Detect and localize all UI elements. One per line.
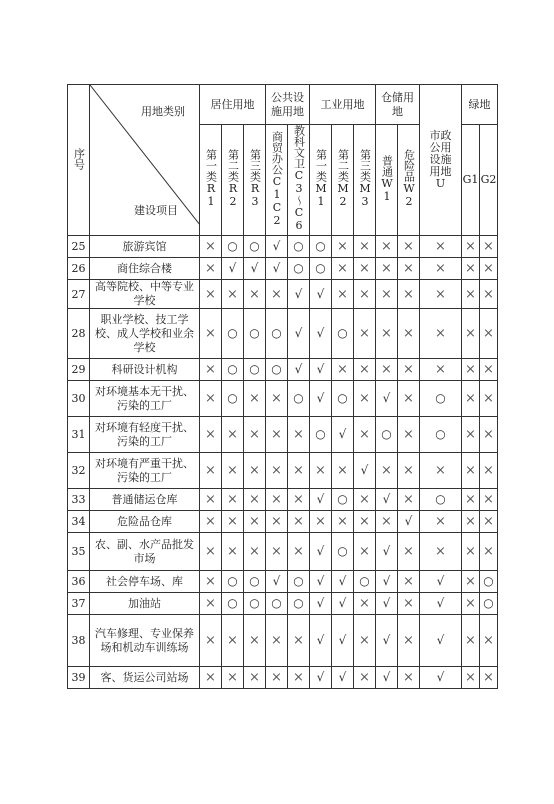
cross-mark: ×	[222, 615, 244, 667]
table-row	[68, 489, 498, 511]
circle-mark: ○	[222, 359, 244, 381]
row-number: 33	[68, 489, 90, 511]
cross-mark: ×	[200, 667, 222, 689]
table-row	[68, 309, 498, 359]
cross-mark: ×	[398, 533, 420, 571]
cross-mark: ×	[376, 511, 398, 533]
col-m2: 第二类M2	[332, 125, 354, 236]
cross-mark: ×	[420, 359, 462, 381]
group-header-industrial: 工业用地	[310, 85, 376, 125]
cross-mark: ×	[462, 280, 480, 309]
circle-mark: ○	[244, 593, 266, 615]
circle-mark: ○	[420, 489, 462, 511]
cross-mark: ×	[266, 453, 288, 489]
cross-mark: ×	[480, 280, 498, 309]
land-use-table	[67, 84, 498, 689]
cross-mark: ×	[200, 381, 222, 417]
check-mark: √	[332, 615, 354, 667]
project-name: 高等院校、中等专业学校	[90, 280, 200, 309]
cross-mark: ×	[200, 236, 222, 258]
circle-mark: ○	[288, 571, 310, 593]
check-mark: √	[420, 571, 462, 593]
check-mark: √	[288, 280, 310, 309]
cross-mark: ×	[376, 258, 398, 280]
cross-mark: ×	[462, 533, 480, 571]
cross-mark: ×	[398, 615, 420, 667]
cross-mark: ×	[398, 489, 420, 511]
table-row	[68, 615, 498, 667]
cross-mark: ×	[354, 280, 376, 309]
seq-header: 序号	[68, 85, 90, 236]
cross-mark: ×	[222, 417, 244, 453]
cross-mark: ×	[244, 533, 266, 571]
cross-mark: ×	[480, 533, 498, 571]
check-mark: √	[420, 615, 462, 667]
check-mark: √	[332, 593, 354, 615]
table-row	[68, 533, 498, 571]
cross-mark: ×	[354, 489, 376, 511]
cross-mark: ×	[462, 453, 480, 489]
cross-mark: ×	[480, 511, 498, 533]
cross-mark: ×	[398, 309, 420, 359]
cross-mark: ×	[420, 258, 462, 280]
cross-mark: ×	[462, 258, 480, 280]
cross-mark: ×	[480, 309, 498, 359]
cross-mark: ×	[244, 615, 266, 667]
cross-mark: ×	[332, 258, 354, 280]
col-c1c2: 商贸办公C1C2	[266, 125, 288, 236]
cross-mark: ×	[420, 236, 462, 258]
cross-mark: ×	[354, 533, 376, 571]
col-g1: G1	[462, 125, 480, 236]
circle-mark: ○	[222, 593, 244, 615]
row-number: 30	[68, 381, 90, 417]
check-mark: √	[310, 667, 332, 689]
project-name: 职业学校、技工学校、成人学校和业余学校	[90, 309, 200, 359]
row-number: 35	[68, 533, 90, 571]
cross-mark: ×	[200, 417, 222, 453]
cross-mark: ×	[244, 511, 266, 533]
cross-mark: ×	[462, 417, 480, 453]
cross-mark: ×	[222, 533, 244, 571]
col-g2: G2	[480, 125, 498, 236]
cross-mark: ×	[398, 593, 420, 615]
cross-mark: ×	[288, 533, 310, 571]
col-r1: 第一类R1	[200, 125, 222, 236]
cross-mark: ×	[332, 511, 354, 533]
cross-mark: ×	[288, 489, 310, 511]
cross-mark: ×	[288, 615, 310, 667]
cross-mark: ×	[288, 511, 310, 533]
cross-mark: ×	[200, 280, 222, 309]
check-mark: √	[376, 593, 398, 615]
cross-mark: ×	[288, 667, 310, 689]
cross-mark: ×	[200, 533, 222, 571]
cross-mark: ×	[354, 309, 376, 359]
cross-mark: ×	[480, 667, 498, 689]
cross-mark: ×	[200, 258, 222, 280]
cross-mark: ×	[480, 381, 498, 417]
table-row	[68, 359, 498, 381]
table-row	[68, 511, 498, 533]
row-number: 37	[68, 593, 90, 615]
col-w2: 危险品W2	[398, 125, 420, 236]
row-number: 34	[68, 511, 90, 533]
circle-mark: ○	[310, 236, 332, 258]
group-header-storage: 仓储用地	[376, 85, 420, 125]
cross-mark: ×	[266, 489, 288, 511]
check-mark: √	[420, 593, 462, 615]
row-number: 29	[68, 359, 90, 381]
check-mark: √	[310, 593, 332, 615]
table-row	[68, 593, 498, 615]
table-row	[68, 571, 498, 593]
cross-mark: ×	[480, 417, 498, 453]
cross-mark: ×	[354, 359, 376, 381]
group-header-green: 绿地	[462, 85, 498, 125]
circle-mark: ○	[244, 309, 266, 359]
cross-mark: ×	[480, 359, 498, 381]
circle-mark: ○	[288, 236, 310, 258]
circle-mark: ○	[480, 593, 498, 615]
check-mark: √	[376, 615, 398, 667]
cross-mark: ×	[244, 381, 266, 417]
project-name: 社会停车场、库	[90, 571, 200, 593]
project-name: 危险品仓库	[90, 511, 200, 533]
cross-mark: ×	[222, 453, 244, 489]
cross-mark: ×	[376, 236, 398, 258]
cross-mark: ×	[310, 511, 332, 533]
circle-mark: ○	[266, 359, 288, 381]
cross-mark: ×	[480, 236, 498, 258]
table-row	[68, 236, 498, 258]
col-m3: 第三类M3	[354, 125, 376, 236]
check-mark: √	[354, 453, 376, 489]
cross-mark: ×	[376, 309, 398, 359]
cross-mark: ×	[266, 417, 288, 453]
row-number: 32	[68, 453, 90, 489]
table-row	[68, 667, 498, 689]
cross-mark: ×	[288, 453, 310, 489]
cross-mark: ×	[398, 453, 420, 489]
check-mark: √	[244, 258, 266, 280]
cross-mark: ×	[354, 593, 376, 615]
cross-mark: ×	[266, 615, 288, 667]
circle-mark: ○	[420, 381, 462, 417]
cross-mark: ×	[420, 309, 462, 359]
row-number: 31	[68, 417, 90, 453]
cross-mark: ×	[288, 417, 310, 453]
cross-mark: ×	[480, 615, 498, 667]
table-row	[68, 280, 498, 309]
cross-mark: ×	[462, 359, 480, 381]
cross-mark: ×	[244, 280, 266, 309]
col-c3c6: 教科文卫C3～C6	[288, 125, 310, 236]
project-name: 科研设计机构	[90, 359, 200, 381]
cross-mark: ×	[462, 667, 480, 689]
col-r3: 第三类R3	[244, 125, 266, 236]
project-name: 旅游宾馆	[90, 236, 200, 258]
cross-mark: ×	[462, 615, 480, 667]
circle-mark: ○	[332, 489, 354, 511]
cross-mark: ×	[420, 533, 462, 571]
cross-mark: ×	[462, 489, 480, 511]
cross-mark: ×	[354, 381, 376, 417]
circle-mark: ○	[332, 381, 354, 417]
cross-mark: ×	[244, 489, 266, 511]
cross-mark: ×	[398, 667, 420, 689]
cross-mark: ×	[354, 667, 376, 689]
cross-mark: ×	[354, 258, 376, 280]
check-mark: √	[310, 615, 332, 667]
circle-mark: ○	[332, 309, 354, 359]
check-mark: √	[332, 571, 354, 593]
col-w1: 普通W1	[376, 125, 398, 236]
cross-mark: ×	[244, 667, 266, 689]
cross-mark: ×	[266, 511, 288, 533]
check-mark: √	[310, 571, 332, 593]
cross-mark: ×	[244, 417, 266, 453]
check-mark: √	[376, 381, 398, 417]
project-name: 对环境有严重干扰、污染的工厂	[90, 453, 200, 489]
cross-mark: ×	[376, 280, 398, 309]
check-mark: √	[222, 258, 244, 280]
cross-mark: ×	[462, 381, 480, 417]
cross-mark: ×	[420, 280, 462, 309]
project-name: 汽车修理、专业保养场和机动车训练场	[90, 615, 200, 667]
check-mark: √	[310, 381, 332, 417]
cross-mark: ×	[266, 533, 288, 571]
project-name: 客、货运公司站场	[90, 667, 200, 689]
cross-mark: ×	[398, 417, 420, 453]
circle-mark: ○	[376, 417, 398, 453]
cross-mark: ×	[398, 236, 420, 258]
cross-mark: ×	[398, 359, 420, 381]
project-name: 对环境基本无干扰、污染的工厂	[90, 381, 200, 417]
check-mark: √	[310, 280, 332, 309]
table-row	[68, 453, 498, 489]
circle-mark: ○	[244, 236, 266, 258]
cross-mark: ×	[332, 453, 354, 489]
circle-mark: ○	[420, 417, 462, 453]
circle-mark: ○	[222, 309, 244, 359]
check-mark: √	[420, 667, 462, 689]
group-header-public: 公共设施用地	[266, 85, 310, 125]
project-name: 加油站	[90, 593, 200, 615]
check-mark: √	[376, 533, 398, 571]
circle-mark: ○	[310, 417, 332, 453]
check-mark: √	[398, 511, 420, 533]
circle-mark: ○	[222, 571, 244, 593]
diagonal-header-cell	[90, 85, 200, 236]
circle-mark: ○	[288, 258, 310, 280]
project-name: 农、副、水产品批发市场	[90, 533, 200, 571]
cross-mark: ×	[376, 453, 398, 489]
circle-mark: ○	[244, 571, 266, 593]
cross-mark: ×	[310, 453, 332, 489]
cross-mark: ×	[462, 511, 480, 533]
cross-mark: ×	[462, 309, 480, 359]
cross-mark: ×	[200, 571, 222, 593]
check-mark: √	[266, 571, 288, 593]
cross-mark: ×	[200, 489, 222, 511]
row-number: 25	[68, 236, 90, 258]
cross-mark: ×	[354, 511, 376, 533]
row-number: 28	[68, 309, 90, 359]
cross-mark: ×	[398, 258, 420, 280]
check-mark: √	[288, 359, 310, 381]
cross-mark: ×	[200, 359, 222, 381]
check-mark: √	[376, 489, 398, 511]
check-mark: √	[376, 571, 398, 593]
cross-mark: ×	[462, 593, 480, 615]
cross-mark: ×	[222, 511, 244, 533]
cross-mark: ×	[354, 615, 376, 667]
cross-mark: ×	[200, 453, 222, 489]
cross-mark: ×	[420, 453, 462, 489]
table-row	[68, 417, 498, 453]
circle-mark: ○	[266, 593, 288, 615]
check-mark: √	[288, 309, 310, 359]
row-number: 27	[68, 280, 90, 309]
circle-mark: ○	[222, 236, 244, 258]
circle-mark: ○	[288, 381, 310, 417]
cross-mark: ×	[480, 489, 498, 511]
table-row	[68, 381, 498, 417]
cross-mark: ×	[480, 258, 498, 280]
cross-mark: ×	[200, 615, 222, 667]
circle-mark: ○	[480, 571, 498, 593]
circle-mark: ○	[332, 533, 354, 571]
project-name: 商住综合楼	[90, 258, 200, 280]
cross-mark: ×	[398, 571, 420, 593]
check-mark: √	[310, 489, 332, 511]
project-label: 建设项目	[134, 204, 178, 217]
circle-mark: ○	[310, 258, 332, 280]
cross-mark: ×	[222, 280, 244, 309]
check-mark: √	[310, 359, 332, 381]
project-name: 普通储运仓库	[90, 489, 200, 511]
circle-mark: ○	[266, 309, 288, 359]
group-header-residential: 居住用地	[200, 85, 266, 125]
row-number: 26	[68, 258, 90, 280]
row-number: 36	[68, 571, 90, 593]
col-r2: 第二类R2	[222, 125, 244, 236]
cross-mark: ×	[200, 309, 222, 359]
cross-mark: ×	[200, 593, 222, 615]
cross-mark: ×	[266, 280, 288, 309]
col-m1: 第一类M1	[310, 125, 332, 236]
check-mark: √	[376, 667, 398, 689]
land-type-label: 用地类别	[141, 105, 185, 118]
check-mark: √	[310, 533, 332, 571]
cross-mark: ×	[266, 381, 288, 417]
cross-mark: ×	[398, 280, 420, 309]
check-mark: √	[266, 258, 288, 280]
cross-mark: ×	[266, 667, 288, 689]
check-mark: √	[332, 417, 354, 453]
cross-mark: ×	[462, 571, 480, 593]
cross-mark: ×	[244, 453, 266, 489]
check-mark: √	[332, 667, 354, 689]
check-mark: √	[266, 236, 288, 258]
cross-mark: ×	[332, 359, 354, 381]
circle-mark: ○	[244, 359, 266, 381]
cross-mark: ×	[376, 359, 398, 381]
group-header-municipal: 市政公用设施用地U	[420, 85, 462, 236]
cross-mark: ×	[222, 489, 244, 511]
row-number: 38	[68, 615, 90, 667]
circle-mark: ○	[288, 593, 310, 615]
cross-mark: ×	[332, 236, 354, 258]
project-name: 对环境有轻度干扰、污染的工厂	[90, 417, 200, 453]
cross-mark: ×	[332, 280, 354, 309]
cross-mark: ×	[398, 381, 420, 417]
table-row	[68, 258, 498, 280]
cross-mark: ×	[354, 417, 376, 453]
cross-mark: ×	[354, 236, 376, 258]
cross-mark: ×	[222, 667, 244, 689]
cross-mark: ×	[200, 511, 222, 533]
cross-mark: ×	[462, 236, 480, 258]
row-number: 39	[68, 667, 90, 689]
circle-mark: ○	[222, 381, 244, 417]
check-mark: √	[310, 309, 332, 359]
cross-mark: ×	[480, 453, 498, 489]
cross-mark: ×	[420, 511, 462, 533]
circle-mark: ○	[354, 571, 376, 593]
